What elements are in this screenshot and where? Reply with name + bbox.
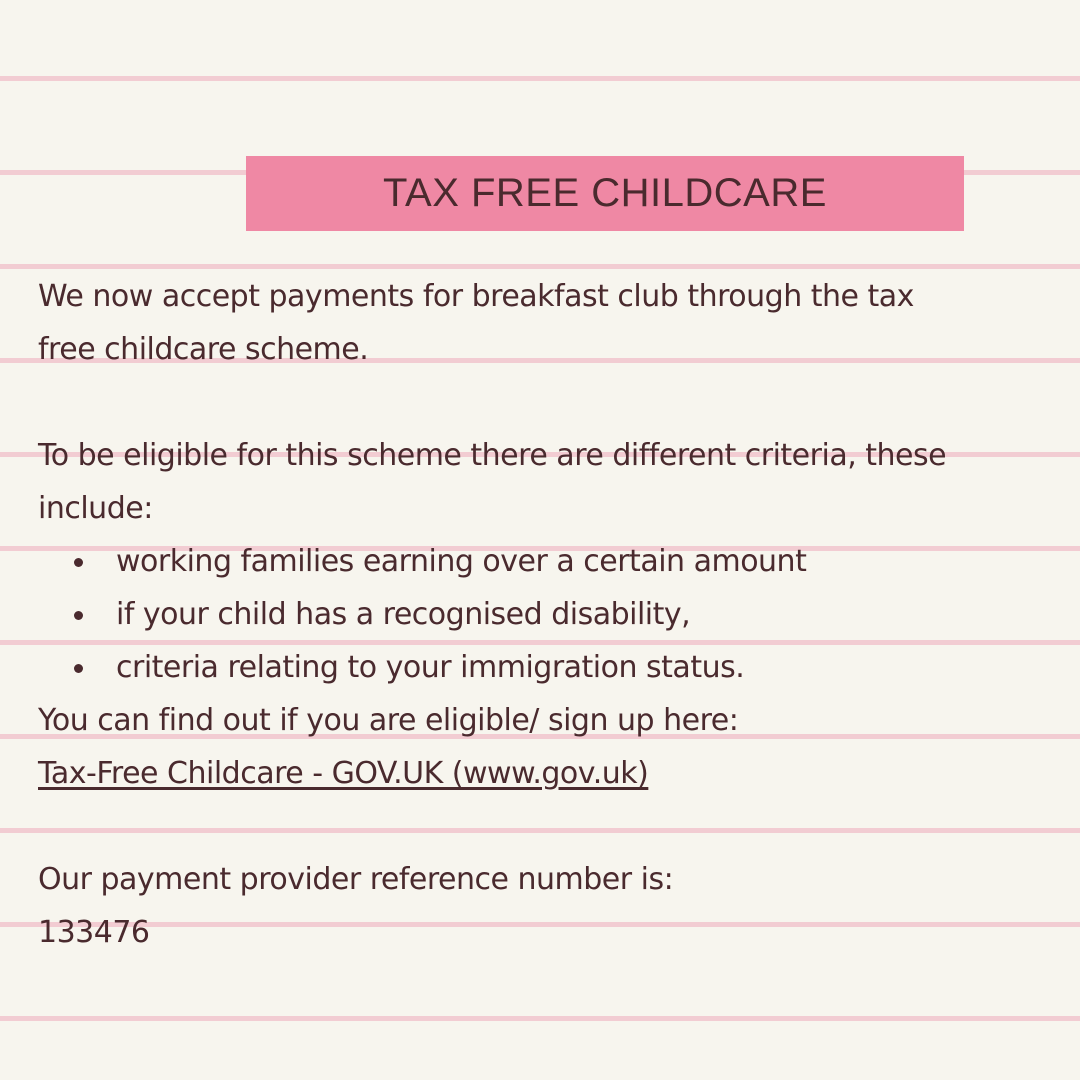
criteria-item-text: if your child has a recognised disability, xyxy=(116,597,691,632)
criteria-line-1: To be eligible for this scheme there are different criteria, these xyxy=(38,438,947,473)
criteria-list-item xyxy=(38,588,1048,641)
title-banner xyxy=(246,156,964,231)
reference-number: 133476 xyxy=(38,915,150,950)
criteria-item-text: working families earning over a certain amount xyxy=(116,544,807,579)
criteria-list-item xyxy=(38,641,1048,694)
reference-label: Our payment provider reference number is: xyxy=(38,862,674,897)
bullet-icon xyxy=(74,558,83,567)
notebook-rule xyxy=(0,264,1080,269)
criteria-item-text: criteria relating to your immigration status. xyxy=(116,650,745,685)
main-content xyxy=(38,270,1048,959)
notebook-rule xyxy=(0,1016,1080,1021)
spacer xyxy=(38,376,1048,429)
intro-line-2: free childcare scheme. xyxy=(38,332,369,367)
criteria-line-2: include: xyxy=(38,491,153,526)
notebook-rule xyxy=(0,76,1080,81)
criteria-list-item xyxy=(38,535,1048,588)
bullet-icon xyxy=(74,664,83,673)
spacer xyxy=(38,800,1048,853)
bullet-icon xyxy=(74,611,83,620)
page-title: TAX FREE CHILDCARE xyxy=(383,171,827,215)
intro-line-1: We now accept payments for breakfast club through the tax xyxy=(38,279,914,314)
criteria-list xyxy=(38,535,1048,694)
signup-text: You can find out if you are eligible/ sign up here: xyxy=(38,703,739,738)
gov-uk-link[interactable]: Tax-Free Childcare - GOV.UK (www.gov.uk) xyxy=(38,756,649,791)
